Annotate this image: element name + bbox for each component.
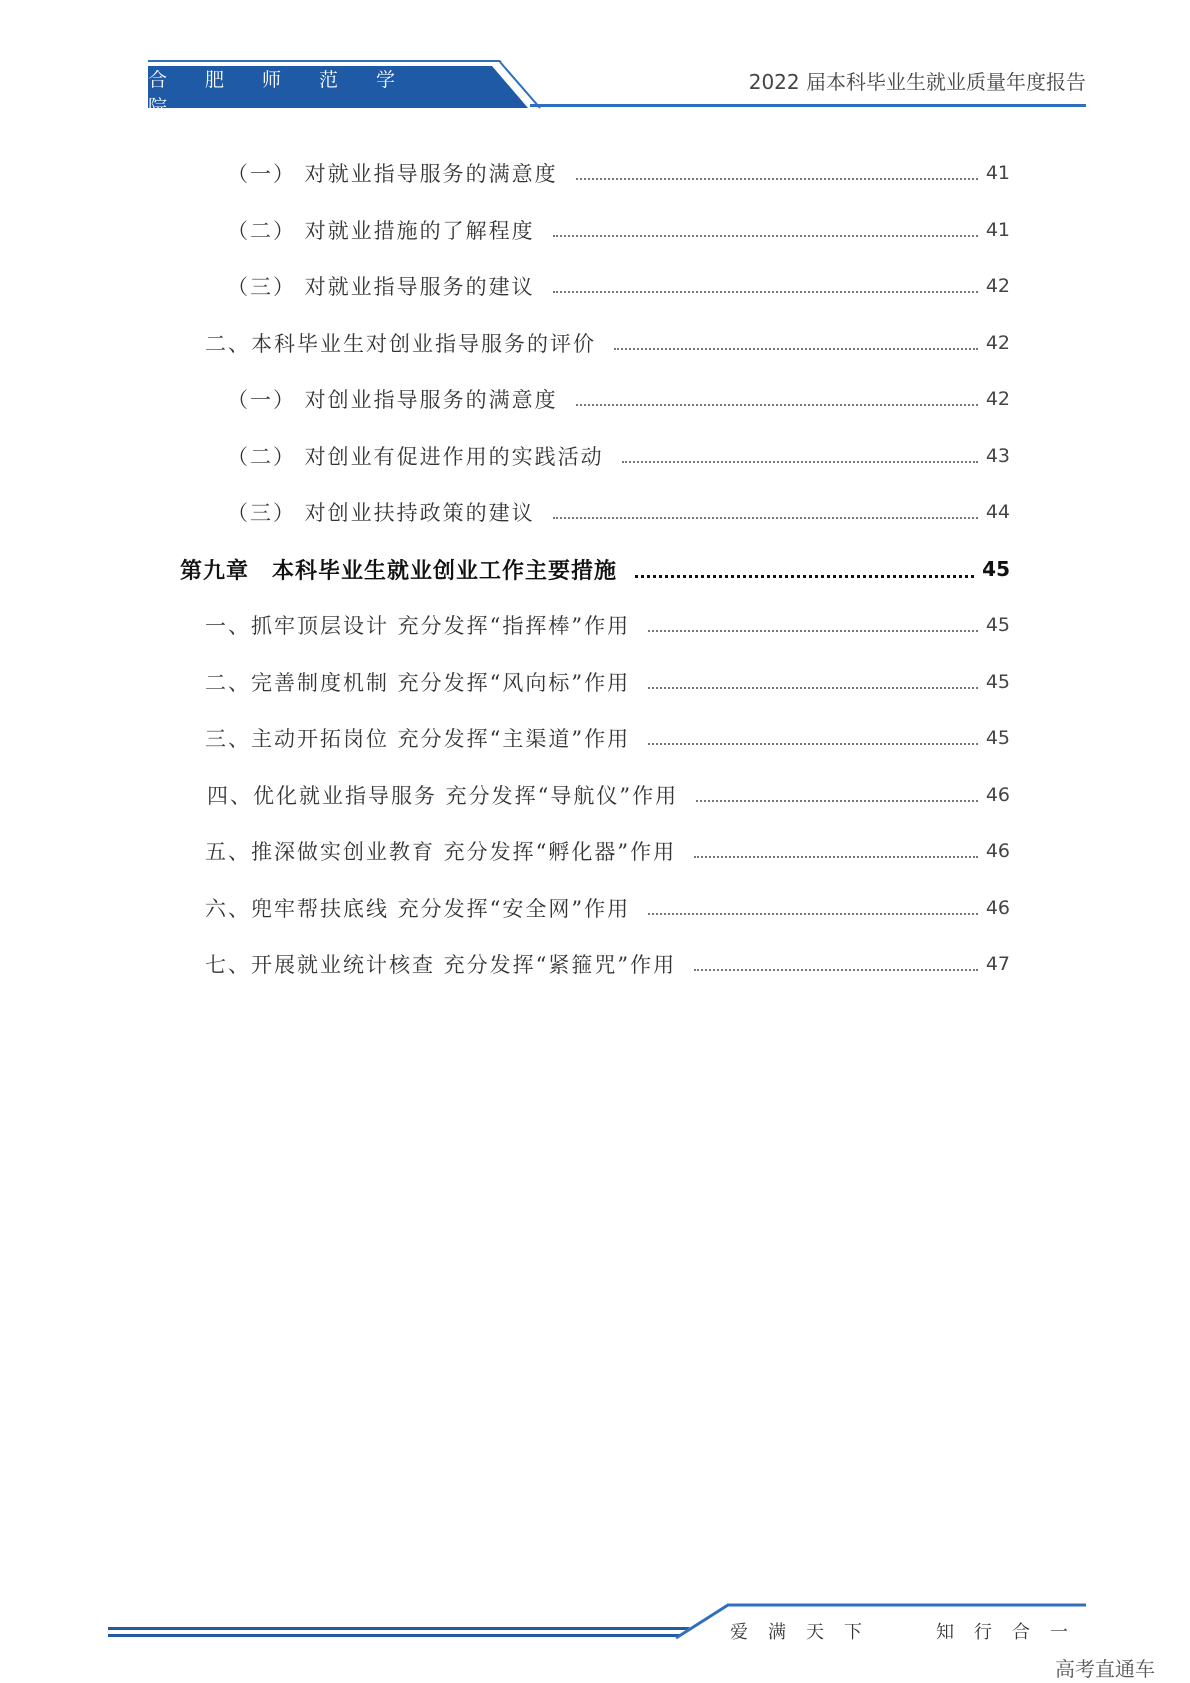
toc-page-number: 44 xyxy=(985,501,1010,523)
toc-page-number: 42 xyxy=(985,275,1010,297)
toc-entry[interactable] xyxy=(205,949,1010,979)
toc-entry[interactable] xyxy=(205,836,1010,866)
toc-entry-title: （一） 对创业指导服务的满意度 xyxy=(227,388,558,412)
toc-page-number: 45 xyxy=(985,614,1010,636)
toc-entry[interactable] xyxy=(205,328,1010,358)
toc-page-number: 45 xyxy=(985,727,1010,749)
toc-entry[interactable] xyxy=(227,271,1010,301)
toc-entry-title: 第九章 本科毕业生就业创业工作主要措施 xyxy=(180,558,618,584)
toc-page-number: 41 xyxy=(985,162,1010,184)
toc-page-number: 46 xyxy=(985,840,1010,862)
toc-leader-dots xyxy=(622,459,978,463)
toc-leader-dots xyxy=(648,685,978,689)
toc-entry[interactable] xyxy=(205,893,1010,923)
toc-entry[interactable] xyxy=(205,667,1010,697)
toc-page-number: 43 xyxy=(985,445,1010,467)
toc-entry[interactable] xyxy=(227,215,1010,245)
school-name: 合肥师范学院 xyxy=(148,69,434,118)
toc-page-number: 46 xyxy=(985,897,1010,919)
toc-entry-title: 六、兜牢帮扶底线 充分发挥“安全网”作用 xyxy=(205,897,631,921)
toc-leader-dots xyxy=(648,741,978,745)
toc-page-number: 45 xyxy=(985,671,1010,693)
toc-leader-dots xyxy=(576,402,978,406)
toc-leader-dots xyxy=(553,289,978,293)
toc-entry-title: （二） 对创业有促进作用的实践活动 xyxy=(227,445,604,469)
toc-page-number: 41 xyxy=(985,219,1010,241)
toc-entry-title: 四、优化就业指导服务 充分发挥“导航仪”作用 xyxy=(207,784,679,808)
toc-entry-title: （一） 对就业指导服务的满意度 xyxy=(227,162,558,186)
toc-chapter-entry[interactable] xyxy=(180,554,1010,584)
toc-entry[interactable] xyxy=(227,441,1010,471)
toc-entry-title: （三） 对创业扶持政策的建议 xyxy=(227,501,535,525)
toc-entry[interactable] xyxy=(227,497,1010,527)
toc-leader-dots xyxy=(648,628,978,632)
toc-page-number: 42 xyxy=(985,388,1010,410)
toc-entry-title: 五、推深做实创业教育 充分发挥“孵化器”作用 xyxy=(205,840,677,864)
watermark-text: 高考直通车 xyxy=(1055,1657,1155,1681)
footer-line-bottom xyxy=(108,1634,684,1637)
toc-leader-dots xyxy=(694,854,978,858)
toc-leader-dots xyxy=(648,911,978,915)
toc-page-number: 47 xyxy=(985,953,1010,975)
toc-entry-title: （三） 对就业指导服务的建议 xyxy=(227,275,535,299)
toc-entry-title: （二） 对就业措施的了解程度 xyxy=(227,219,535,243)
toc-leader-dots xyxy=(635,573,974,578)
toc-leader-dots xyxy=(696,798,978,802)
toc-page-number: 45 xyxy=(982,557,1010,581)
toc-entry[interactable] xyxy=(227,384,1010,414)
footer-slogan-left: 爱满天下 xyxy=(730,1622,882,1643)
report-title: 2022 届本科毕业生就业质量年度报告 xyxy=(748,70,1086,94)
toc-entry[interactable] xyxy=(205,610,1010,640)
toc-entry-title: 三、主动开拓岗位 充分发挥“主渠道”作用 xyxy=(205,727,631,751)
toc-entry[interactable] xyxy=(205,723,1010,753)
footer-slogan-right: 知行合一 xyxy=(936,1622,1088,1643)
toc-entry[interactable] xyxy=(227,158,1010,188)
page-footer xyxy=(0,1590,1190,1683)
toc-entry-title: 七、开展就业统计核查 充分发挥“紧箍咒”作用 xyxy=(205,953,677,977)
toc-entry[interactable] xyxy=(207,780,1010,810)
toc-leader-dots xyxy=(694,967,978,971)
toc-leader-dots xyxy=(553,515,978,519)
toc-leader-dots xyxy=(576,176,978,180)
toc-entry-title: 二、完善制度机制 充分发挥“风向标”作用 xyxy=(205,671,631,695)
toc-entry-title: 二、本科毕业生对创业指导服务的评价 xyxy=(205,332,596,356)
footer-line-top xyxy=(108,1627,690,1630)
toc-page-number: 42 xyxy=(985,332,1010,354)
toc-page-number: 46 xyxy=(985,784,1010,806)
toc-leader-dots xyxy=(553,233,978,237)
toc-leader-dots xyxy=(614,346,978,350)
toc-entry-title: 一、抓牢顶层设计 充分发挥“指挥棒”作用 xyxy=(205,614,631,638)
